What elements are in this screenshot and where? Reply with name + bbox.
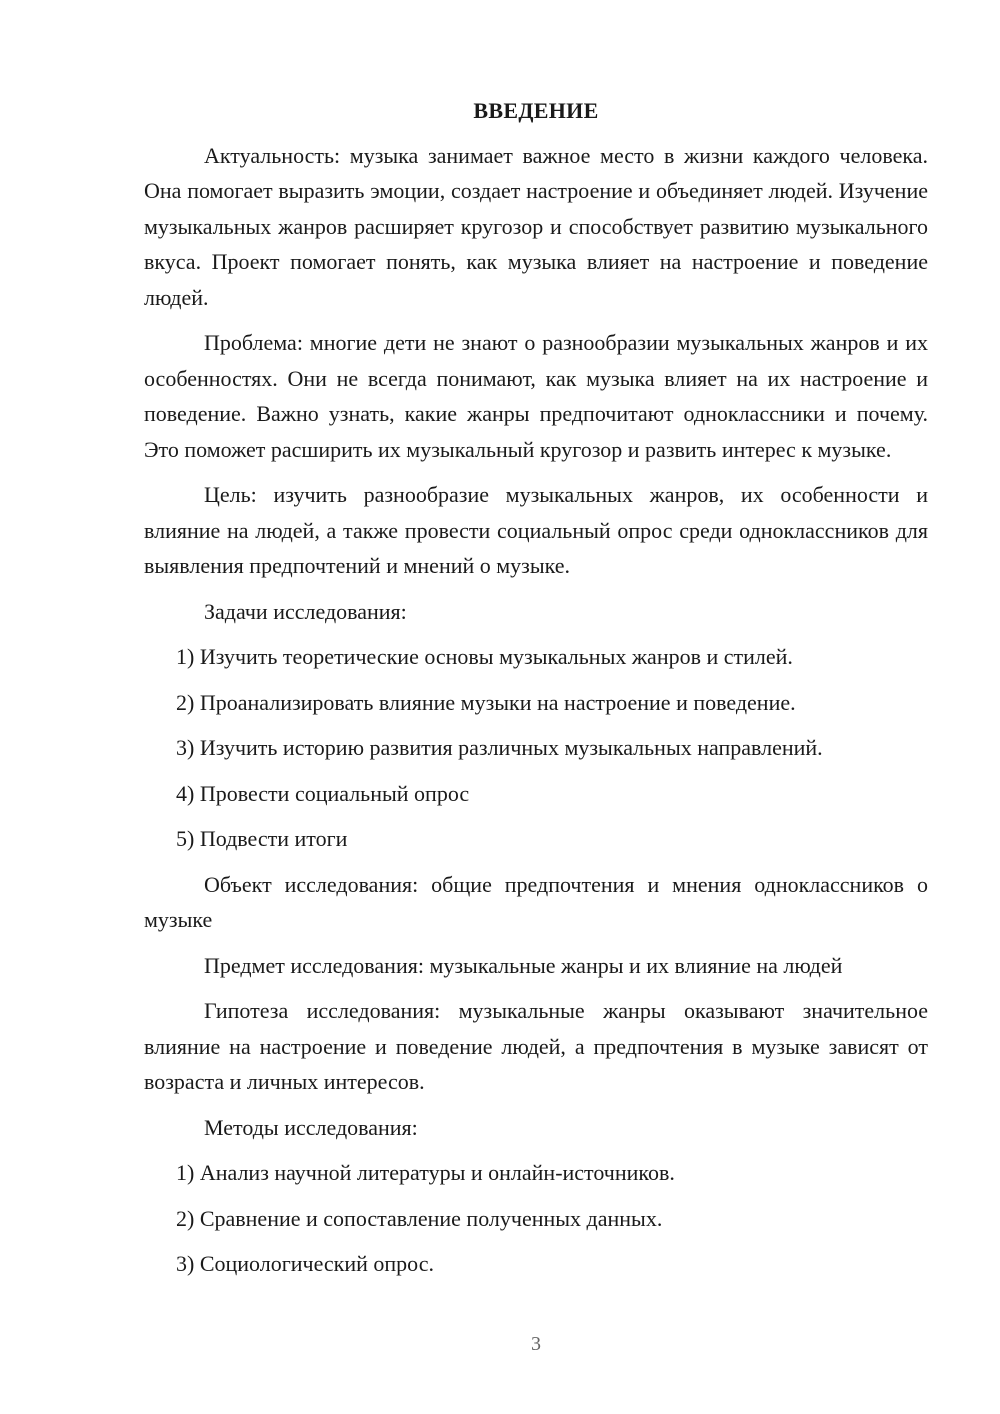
problem-paragraph: Проблема: многие дети не знают о разнообразии музыкальных жанров и их особенностях. Они не всегда понимают, как музыка влияет на их настроение и поведение. Важно узнать, какие жанры предпочитают одноклассники и почему. Это поможет расширить их музыкальный кругозор и развить интерес к музыке. <box>144 330 928 462</box>
method-item: 2) Сравнение и сопоставление полученных данных. <box>176 1205 663 1231</box>
task-item: 2) Проанализировать влияние музыки на настроение и поведение. <box>176 689 796 715</box>
method-item: 3) Социологический опрос. <box>176 1251 434 1276</box>
methods-heading: Методы исследования: <box>204 1114 418 1140</box>
task-item: 1) Изучить теоретические основы музыкальных жанров и стилей. <box>176 644 793 669</box>
section-title: ВВЕДЕНИЕ <box>473 98 599 123</box>
goal-paragraph: Цель: изучить разнообразие музыкальных жанров, их особенности и влияние на людей, а также провести социальный опрос среди одноклассников для выявления предпочтений и мнений о музыке. <box>144 482 928 578</box>
task-item: 3) Изучить историю развития различных музыкальных направлений. <box>176 735 823 760</box>
object-paragraph: Объект исследования: общие предпочтения и мнения одноклассников о музыке <box>144 871 928 932</box>
subject-paragraph: Предмет исследования: музыкальные жанры и их влияние на людей <box>204 952 843 978</box>
page-number: 3 <box>531 1333 541 1355</box>
method-item: 1) Анализ научной литературы и онлайн-источников. <box>176 1160 675 1185</box>
page-content <box>144 93 928 1292</box>
tasks-heading: Задачи исследования: <box>204 598 407 624</box>
task-item: 5) Подвести итоги <box>176 826 348 851</box>
task-item: 4) Провести социальный опрос <box>176 780 470 806</box>
relevance-paragraph: Актуальность: музыка занимает важное место в жизни каждого человека. Она помогает выразить эмоции, создает настроение и объединяет людей. Изучение музыкальных жанров расширяет кругозор и способствует развитию музыкального вкуса. Проект помогает понять, как музыка влияет на настроение и поведение людей. <box>144 142 928 310</box>
hypothesis-paragraph: Гипотеза исследования: музыкальные жанры оказывают значительное влияние на настроение и поведение людей, а предпочтения в музыке зависят от возраста и личных интересов. <box>144 998 928 1094</box>
